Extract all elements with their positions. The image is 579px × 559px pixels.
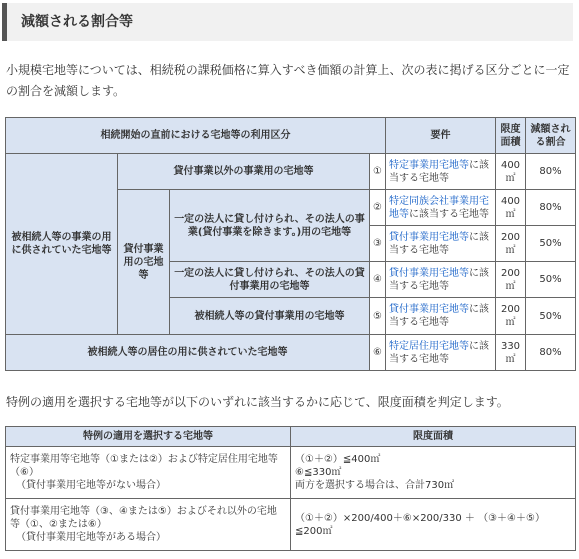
reduction-rate-cell: 80% xyxy=(526,190,576,226)
requirement-cell xyxy=(386,298,496,335)
selected-land-condition: （貸付事業用宅地等がない場合） xyxy=(16,480,166,491)
area-value: 200 xyxy=(500,231,521,243)
area-value: 400 xyxy=(500,195,521,207)
requirement-cell xyxy=(386,226,496,262)
selected-land-condition: （貸付事業用宅地等がある場合） xyxy=(16,532,166,543)
header-reduction-rate: 減額される割合 xyxy=(526,118,576,154)
requirement-cell xyxy=(386,190,496,226)
limit-area-cell xyxy=(496,226,526,262)
header-requirement: 要件 xyxy=(386,118,496,154)
selected-land-text: 貸付事業用宅地等（③、④または⑤）およびそれ以外の宅地等（①、②または⑥） xyxy=(10,506,277,530)
header-selected-land: 特例の適用を選択する宅地等 xyxy=(6,427,291,447)
requirement-link[interactable]: 貸付事業用宅地等 xyxy=(389,231,469,243)
limit-area-cell xyxy=(496,298,526,335)
requirement-link[interactable]: 貸付事業用宅地等 xyxy=(389,267,469,279)
header-usage: 相続開始の直前における宅地等の利用区分 xyxy=(6,118,386,154)
reduction-rate-cell: 80% xyxy=(526,154,576,190)
header-limit-area: 限度面積 xyxy=(496,118,526,154)
requirement-cell xyxy=(386,262,496,298)
row-number: ② xyxy=(370,190,386,226)
label-non-rental-business: 貸付事業以外の事業用の宅地等 xyxy=(118,154,370,190)
area-unit: ㎡ xyxy=(505,280,516,292)
area-unit: ㎡ xyxy=(505,244,516,256)
row-number: ④ xyxy=(370,262,386,298)
row-number: ③ xyxy=(370,226,386,262)
requirement-link[interactable]: 特定事業用宅地等 xyxy=(389,159,469,171)
section-title: 減額される割合等 xyxy=(21,14,133,30)
row-number: ⑤ xyxy=(370,298,386,335)
area-unit: ㎡ xyxy=(505,172,516,184)
area-value: 400 xyxy=(500,159,521,171)
limit-area-cell xyxy=(291,447,576,499)
reduction-rate-cell: 50% xyxy=(526,262,576,298)
reduction-rate-cell: 80% xyxy=(526,335,576,371)
label-business-land: 被相続人等の事業の用に供されていた宅地等 xyxy=(6,154,118,335)
reduction-rate-cell: 50% xyxy=(526,298,576,335)
requirement-cell xyxy=(386,154,496,190)
area-unit: ㎡ xyxy=(505,317,516,328)
section-heading xyxy=(2,3,573,41)
limit-formula: （①＋②）≦400㎡ xyxy=(295,454,381,465)
limit-area-table xyxy=(5,426,576,551)
header-limit-area: 限度面積 xyxy=(291,427,576,447)
area-value: 200 xyxy=(500,304,521,315)
limit-area-cell xyxy=(496,154,526,190)
selected-land-text: 特定事業用等宅地等（①または②）および特定居住用宅地等（⑥） xyxy=(10,454,278,478)
area-value: 200 xyxy=(500,267,521,279)
label-corp-non-rental: 一定の法人に貸し付けられ、その法人の事業(貸付事業を除きます。)用の宅地等 xyxy=(170,190,370,262)
limit-formula: 両方を選択する場合は、合計730㎡ xyxy=(295,480,455,491)
requirement-text: に該当する宅地等 xyxy=(389,159,489,184)
requirement-cell xyxy=(386,335,496,371)
label-corp-rental: 一定の法人に貸し付けられ、その法人の貸付事業用の宅地等 xyxy=(170,262,370,298)
requirement-link[interactable]: 特定居住用宅地等 xyxy=(389,340,469,352)
label-rental-group: 貸付事業用の宅地等 xyxy=(118,190,170,335)
area-unit: ㎡ xyxy=(505,208,516,220)
limit-area-cell xyxy=(496,190,526,226)
label-decedent-rental: 被相続人等の貸付事業用の宅地等 xyxy=(170,298,370,335)
requirement-text: に該当する宅地等 xyxy=(389,340,489,365)
limit-area-cell xyxy=(496,335,526,371)
requirement-text: に該当する宅地等 xyxy=(389,304,489,328)
note-paragraph: 特例の適用を選択する宅地等が以下のいずれに該当するかに応じて、限度面積を判定します。 xyxy=(6,395,509,409)
label-residence: 被相続人等の居住の用に供されていた宅地等 xyxy=(6,335,370,371)
row-number: ① xyxy=(370,154,386,190)
area-unit: ㎡ xyxy=(505,353,516,365)
requirement-text: に該当する宅地等 xyxy=(389,267,489,292)
limit-formula: ⑥≦330㎡ xyxy=(295,467,342,478)
reduction-rate-cell: 50% xyxy=(526,226,576,262)
selected-land-cell xyxy=(6,447,291,499)
requirement-link[interactable]: 特定同族会社事業用宅地等 xyxy=(389,195,489,220)
intro-paragraph: 小規模宅地等については、相続税の課税価格に算入すべき価額の計算上、次の表に掲げる区分ごとに一定の割合を減額します。 xyxy=(6,63,570,98)
limit-area-cell xyxy=(496,262,526,298)
requirement-text: に該当する宅地等 xyxy=(409,208,489,220)
area-value: 330 xyxy=(500,340,521,352)
reduction-table xyxy=(5,117,576,371)
limit-area-cell xyxy=(291,499,576,551)
selected-land-cell xyxy=(6,499,291,551)
requirement-link[interactable]: 貸付事業用宅地等 xyxy=(389,304,469,315)
row-number: ⑥ xyxy=(370,335,386,371)
limit-formula: （①＋②）×200/400＋⑥×200/330 ＋ （③＋④＋⑤）≦200㎡ xyxy=(295,512,545,537)
requirement-text: に該当する宅地等 xyxy=(389,231,489,256)
